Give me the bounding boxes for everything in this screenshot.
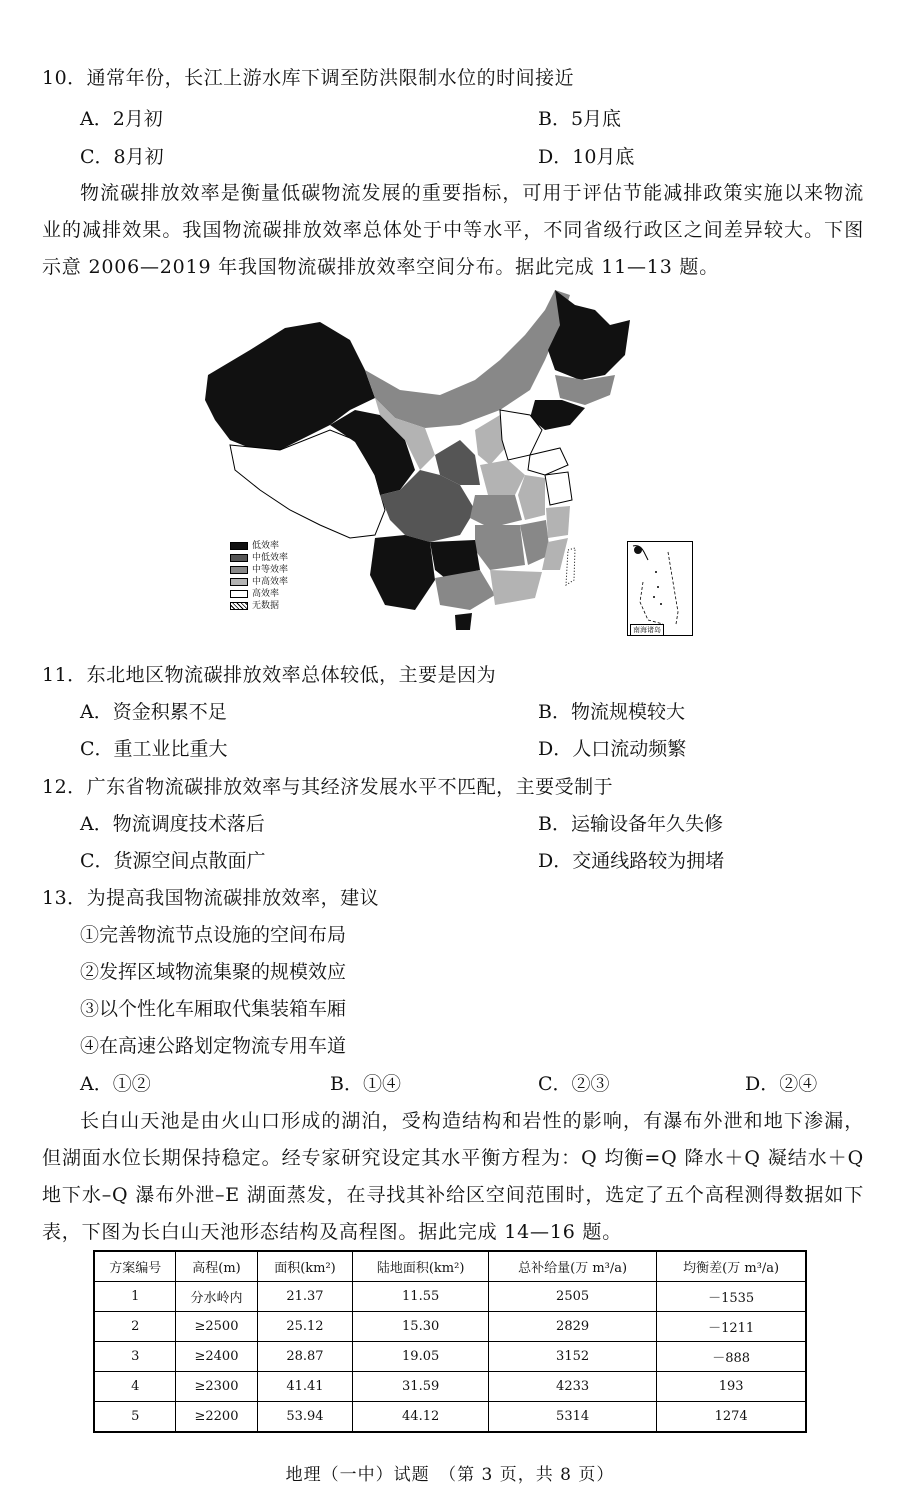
q11-option-b: B．物流规模较大 (538, 701, 685, 723)
table-header: 高程(m) (176, 1251, 257, 1282)
q13-stem: 13．为提高我国物流碳排放效率，建议 (42, 887, 380, 909)
table-cell: 1274 (657, 1402, 806, 1433)
legend-low: 低效率 (230, 540, 288, 552)
table-cell: 5314 (488, 1402, 656, 1433)
south-china-sea-inset (627, 541, 693, 636)
q10-option-d: D．10月底 (538, 146, 635, 168)
table-row (94, 1282, 806, 1312)
table-cell: 41.41 (257, 1372, 353, 1402)
legend-mid-low: 中低效率 (230, 552, 288, 564)
table-cell: 28.87 (257, 1342, 353, 1372)
region-anhui (518, 475, 545, 520)
table-cell: 2829 (488, 1312, 656, 1342)
q12-option-d: D．交通线路较为拥堵 (538, 850, 725, 872)
q10-option-c: C．8月初 (80, 146, 164, 168)
q12-option-a: A．物流调度技术落后 (80, 813, 265, 835)
region-hubei (470, 495, 522, 528)
region-hainan (455, 613, 472, 630)
table-cell: 4 (94, 1372, 176, 1402)
region-zhejiang (546, 506, 570, 538)
page-footer: 地理（一中）试题 （第 3 页，共 8 页） (285, 1465, 615, 1485)
table-cell: 21.37 (257, 1282, 353, 1312)
table-cell: 2505 (488, 1282, 656, 1312)
table-header: 总补给量(万 m³/a) (488, 1251, 656, 1282)
region-heilongjiang (548, 290, 630, 380)
table-cell: 11.55 (353, 1282, 489, 1312)
q13-item-3: ③以个性化车厢取代集装箱车厢 (80, 998, 347, 1020)
table-header: 陆地面积(km²) (353, 1251, 489, 1282)
region-jiangsu (545, 472, 572, 505)
table-cell: 31.59 (353, 1372, 489, 1402)
passage-logistics: 物流碳排放效率是衡量低碳物流发展的重要指标，可用于评估节能减排政策实施以来物流业的减排效果。我国物流碳排放效率总体处于中等水平，不同省级行政区之间差异较大。下图示意 2006—2019 年我国物流碳排放效率空间分布。据此完成 11—13 题。 (42, 182, 864, 278)
region-yunnan (370, 535, 435, 610)
q13-item-2: ②发挥区域物流集聚的规模效应 (80, 961, 347, 983)
table-header: 面积(km²) (257, 1251, 353, 1282)
q11-stem: 11．东北地区物流碳排放效率总体较低，主要是因为 (42, 664, 497, 686)
table-cell: ≥2300 (176, 1372, 257, 1402)
table-header-row (94, 1251, 806, 1282)
legend-no-data: 无数据 (230, 600, 288, 612)
legend-mid-high: 中高效率 (230, 576, 288, 588)
region-shandong (528, 448, 568, 475)
q13-option-b: B．①④ (330, 1073, 401, 1095)
table-cell: －1211 (657, 1312, 806, 1342)
q12-option-b: B．运输设备年久失修 (538, 813, 723, 835)
q13-item-4: ④在高速公路划定物流专用车道 (80, 1035, 347, 1057)
table-cell: 53.94 (257, 1402, 353, 1433)
table-cell: 2 (94, 1312, 176, 1342)
table-row (94, 1372, 806, 1402)
q11-option-c: C．重工业比重大 (80, 738, 228, 760)
table-cell: 15.30 (353, 1312, 489, 1342)
q12-option-c: C．货源空间点散面广 (80, 850, 266, 872)
table-cell: 4233 (488, 1372, 656, 1402)
q10-option-a: A．2月初 (80, 108, 163, 130)
legend-mid: 中等效率 (230, 564, 288, 576)
map-legend (230, 540, 288, 612)
region-hunan (475, 525, 525, 570)
table-cell: 19.05 (353, 1342, 489, 1372)
table-header: 均衡差(万 m³/a) (657, 1251, 806, 1282)
table-cell: 193 (657, 1372, 806, 1402)
q13-option-a: A．①② (80, 1073, 151, 1095)
q12-stem: 12．广东省物流碳排放效率与其经济发展水平不匹配，主要受制于 (42, 776, 614, 798)
table-row (94, 1312, 806, 1342)
table-cell: ≥2400 (176, 1342, 257, 1372)
table-cell: 25.12 (257, 1312, 353, 1342)
table-row (94, 1402, 806, 1433)
table-header: 方案编号 (94, 1251, 176, 1282)
table-cell: －888 (657, 1342, 806, 1372)
q11-option-a: A．资金积累不足 (80, 701, 227, 723)
region-taiwan (566, 548, 575, 585)
q13-option-d: D．②④ (745, 1073, 818, 1095)
legend-high: 高效率 (230, 588, 288, 600)
table-cell: ≥2200 (176, 1402, 257, 1433)
q10-stem: 10．通常年份，长江上游水库下调至防洪限制水位的时间接近 (42, 67, 575, 89)
inset-label: 南海诸岛 (630, 624, 664, 636)
table-cell: 3 (94, 1342, 176, 1372)
region-jilin (555, 375, 615, 405)
region-guangdong (490, 570, 542, 605)
q13-option-c: C．②③ (538, 1073, 610, 1095)
table-cell: 分水岭内 (176, 1282, 257, 1312)
passage-tianchi: 长白山天池是由火山口形成的湖泊，受构造结构和岩性的影响，有瀑布外泄和地下渗漏，但湖面水位长期保持稳定。经专家研究设定其水平衡方程为：Q 均衡=Q 降水＋Q 凝结水＋Q 地下水–Q 瀑布外泄–E 湖面蒸发，在寻找其补给区空间范围时，选定了五个高程测得数据如下表，下图为长白山天池形态结构及高程图。据此完成 14—16 题。 (42, 1110, 864, 1243)
table-cell: 1 (94, 1282, 176, 1312)
tianchi-data-table (93, 1250, 807, 1433)
table-cell: －1535 (657, 1282, 806, 1312)
q10-option-b: B．5月底 (538, 108, 622, 130)
region-henan (480, 460, 525, 495)
table-row (94, 1342, 806, 1372)
table-cell: ≥2500 (176, 1312, 257, 1342)
q11-option-d: D．人口流动频繁 (538, 738, 687, 760)
table-cell: 3152 (488, 1342, 656, 1372)
table-cell: 44.12 (353, 1402, 489, 1433)
table-cell: 5 (94, 1402, 176, 1433)
q13-item-1: ①完善物流节点设施的空间布局 (80, 924, 347, 946)
